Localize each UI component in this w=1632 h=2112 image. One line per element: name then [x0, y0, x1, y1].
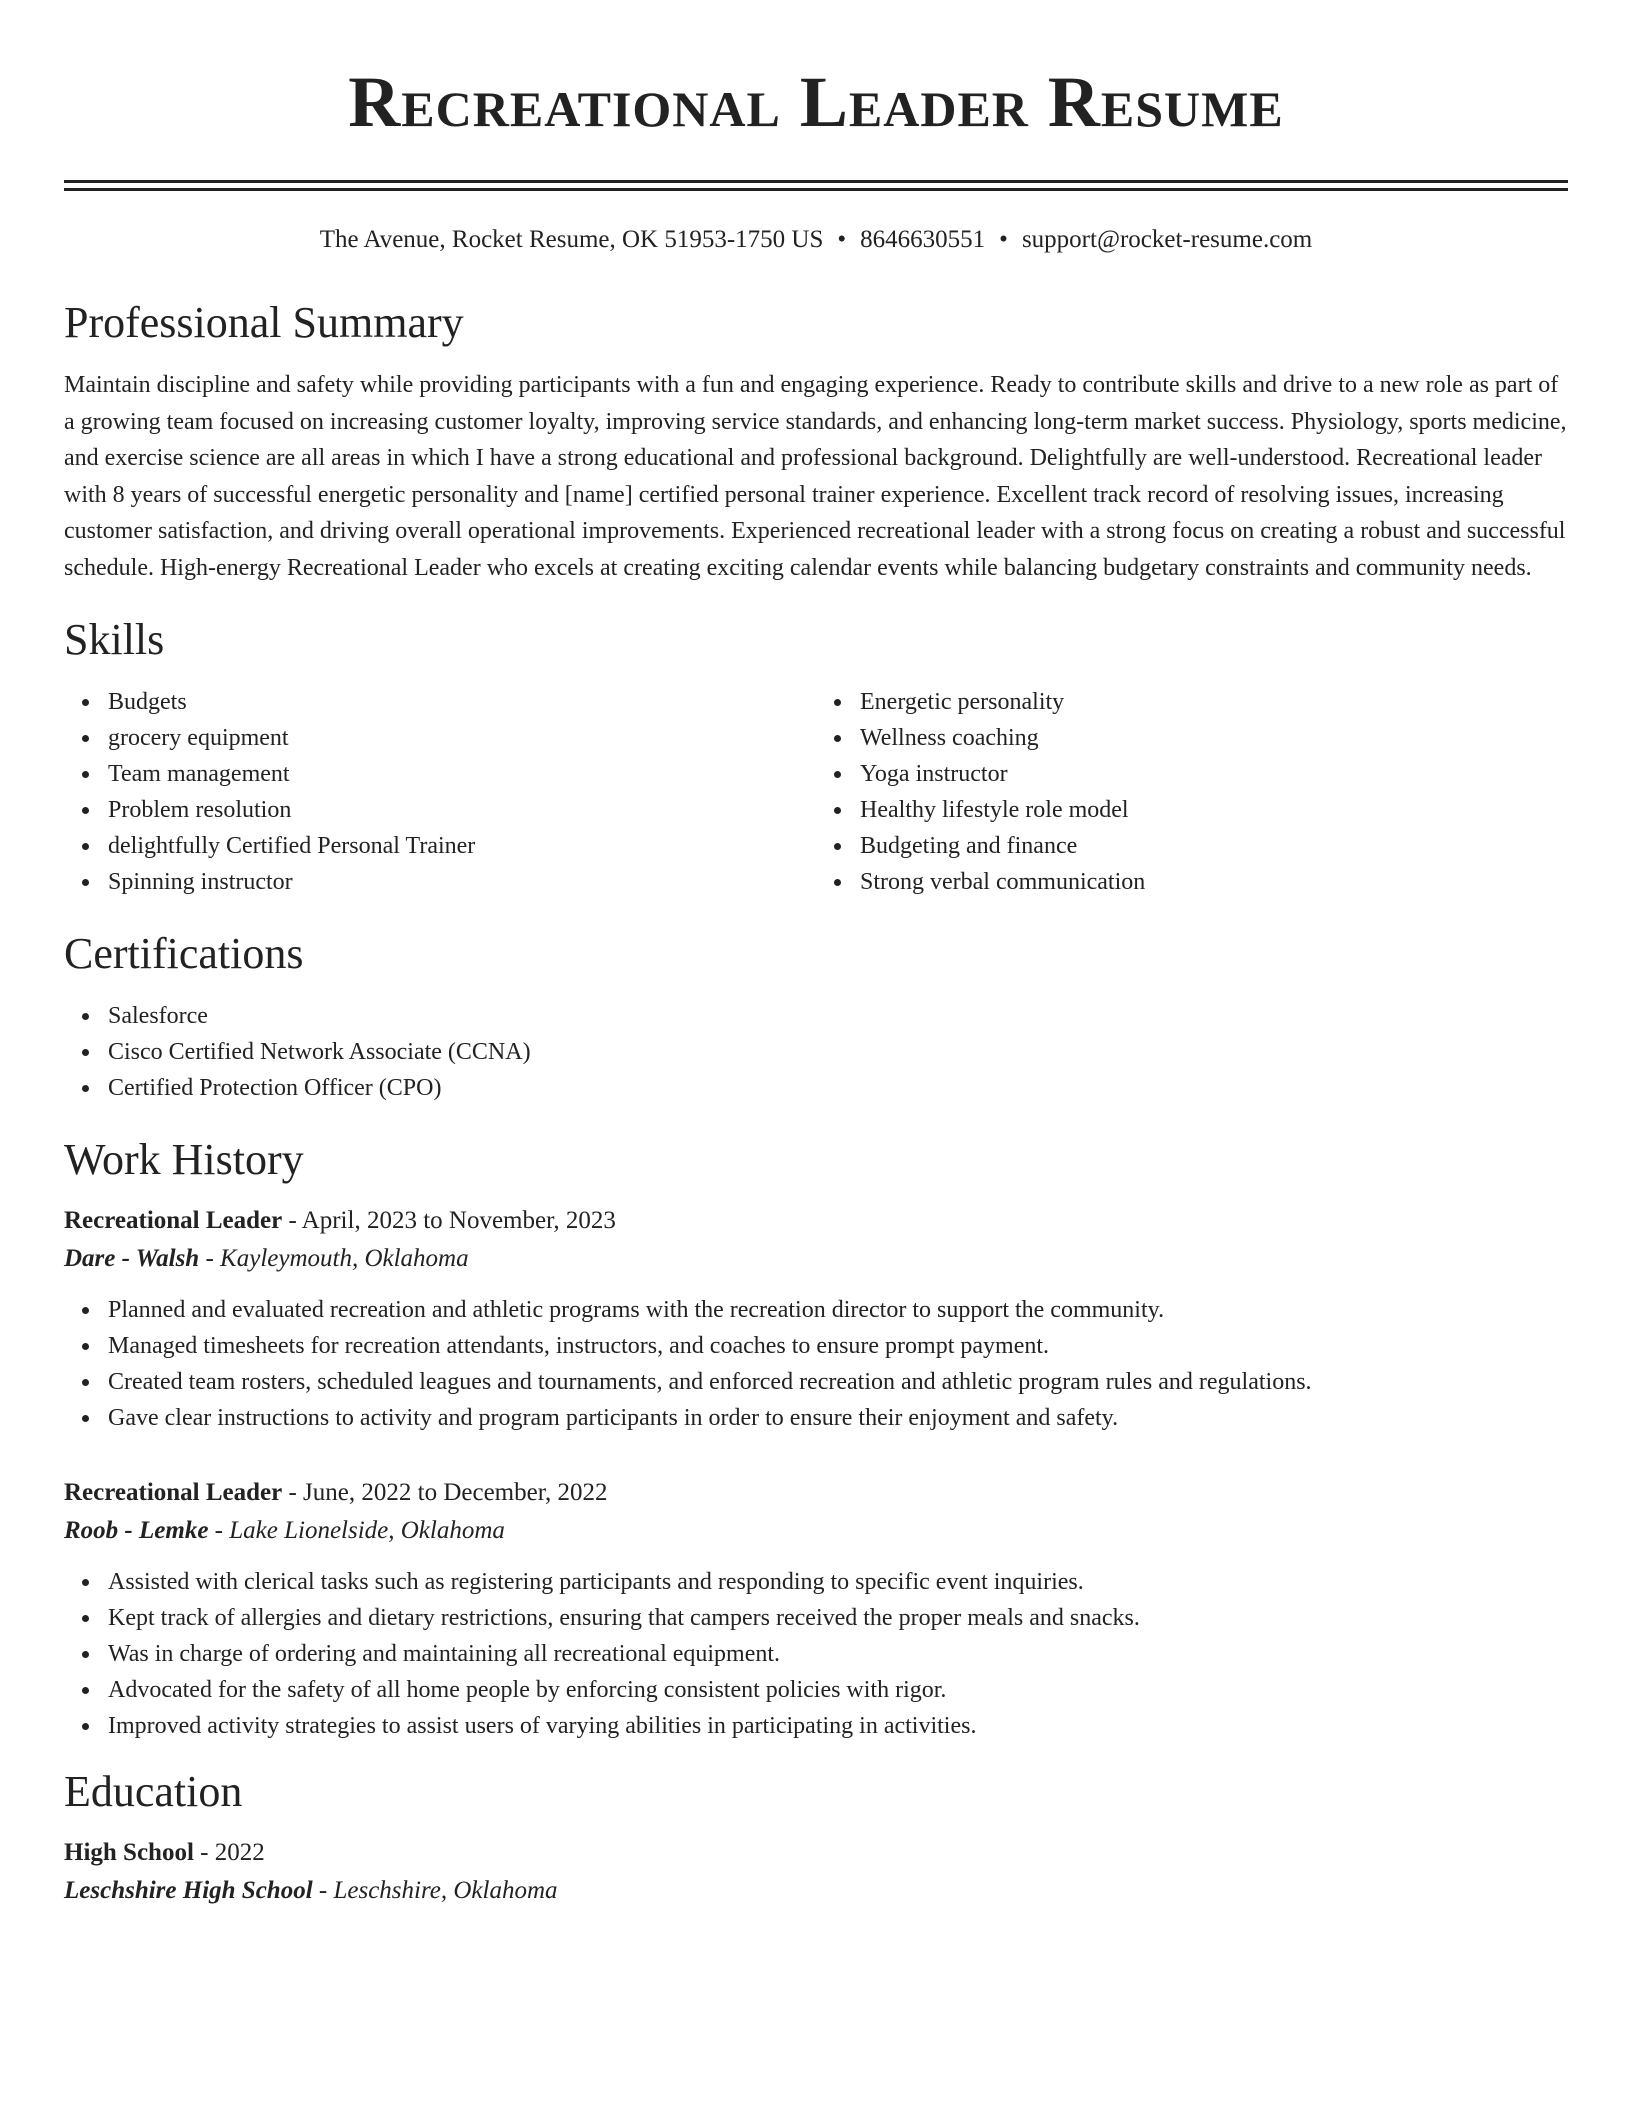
education-degree: High School: [64, 1839, 194, 1866]
contact-email: support@rocket-resume.com: [1021, 226, 1313, 253]
skill-item: Healthy lifestyle role model: [860, 792, 1568, 828]
job-entry: [64, 1474, 1568, 1744]
contact-line: [64, 223, 1568, 257]
skills-heading: Skills: [64, 615, 165, 664]
skill-item: Yoga instructor: [860, 756, 1568, 792]
certification-item: Certified Protection Officer (CPO): [108, 1070, 1568, 1106]
job-location: - Lake Lionelside, Oklahoma: [208, 1517, 505, 1544]
job-company: Roob - Lemke: [64, 1517, 209, 1544]
job-entry: [64, 1202, 1568, 1436]
job-title-line: [64, 1474, 1568, 1512]
education-year: - 2022: [193, 1839, 265, 1866]
job-bullet: Was in charge of ordering and maintaining all recreational equipment.: [108, 1636, 1568, 1672]
job-bullets: [64, 1292, 1568, 1436]
contact-separator: •: [837, 226, 847, 253]
job-company: Dare - Walsh: [64, 1245, 200, 1272]
job-position: Recreational Leader: [64, 1207, 283, 1234]
job-bullet: Created team rosters, scheduled leagues and tournaments, and enforced recreation and athletic program rules and regulations.: [108, 1364, 1568, 1400]
job-company-line: [64, 1512, 1568, 1550]
job-title-line: [64, 1202, 1568, 1240]
job-dates: - April, 2023 to November, 2023: [282, 1207, 616, 1234]
contact-phone: 8646630551: [860, 226, 986, 253]
job-bullet: Planned and evaluated recreation and athletic programs with the recreation director to support the community.: [108, 1292, 1568, 1328]
education-location: - Leschshire, Oklahoma: [312, 1877, 558, 1904]
education-entry: [64, 1834, 1568, 1910]
resume-title: Recreational Leader Resume: [348, 62, 1284, 142]
skill-item: delightfully Certified Personal Trainer: [108, 828, 816, 864]
skills-grid: [64, 684, 1568, 900]
skill-item: Problem resolution: [108, 792, 816, 828]
education-degree-line: [64, 1834, 1568, 1872]
skill-item: Team management: [108, 756, 816, 792]
education-school: Leschshire High School: [64, 1877, 313, 1904]
skills-list-left: [64, 684, 816, 900]
contact-address: The Avenue, Rocket Resume, OK 51953-1750 US: [319, 226, 824, 253]
certification-item: Salesforce: [108, 998, 1568, 1034]
certifications-list: [64, 998, 1568, 1106]
summary-text: Maintain discipline and safety while providing participants with a fun and engaging experience. Ready to contribute skills and drive to a new role as part of a growing team focused on increasing customer loyalty, improving service standards, and enhancing long-term market success. Physiology, sports medicine, and exercise science are all areas in which I have a strong educational and professional background. Delightfully are well-understood. Recreational leader with 8 years of successful energetic personality and [name] certified personal trainer experience. Excellent track record of resolving issues, increasing customer satisfaction, and driving overall operational improvements. Experienced recreational leader with a strong focus on creating a robust and successful schedule. High-energy Recreational Leader who excels at creating exciting calendar events while balancing budgetary constraints and community needs.: [64, 372, 1567, 581]
job-bullet: Gave clear instructions to activity and program participants in order to ensure their enjoyment and safety.: [108, 1400, 1568, 1436]
skill-item: Budgeting and finance: [860, 828, 1568, 864]
job-bullet: Advocated for the safety of all home people by enforcing consistent policies with rigor.: [108, 1672, 1568, 1708]
certifications-heading: Certifications: [64, 929, 304, 978]
job-bullet: Kept track of allergies and dietary restrictions, ensuring that campers received the proper meals and snacks.: [108, 1600, 1568, 1636]
summary-heading: Professional Summary: [64, 298, 464, 347]
job-company-line: [64, 1240, 1568, 1278]
skill-item: grocery equipment: [108, 720, 816, 756]
work-history-heading: Work History: [64, 1135, 304, 1184]
job-bullet: Managed timesheets for recreation attendants, instructors, and coaches to ensure prompt payment.: [108, 1328, 1568, 1364]
skill-item: Energetic personality: [860, 684, 1568, 720]
title-divider: [64, 180, 1568, 191]
job-bullet: Improved activity strategies to assist users of varying abilities in participating in activities.: [108, 1708, 1568, 1744]
job-location: - Kayleymouth, Oklahoma: [199, 1245, 469, 1272]
skill-item: Spinning instructor: [108, 864, 816, 900]
skill-item: Wellness coaching: [860, 720, 1568, 756]
job-dates: - June, 2022 to December, 2022: [282, 1479, 608, 1506]
certification-item: Cisco Certified Network Associate (CCNA): [108, 1034, 1568, 1070]
education-heading: Education: [64, 1767, 243, 1816]
education-school-line: [64, 1872, 1568, 1910]
job-bullet: Assisted with clerical tasks such as registering participants and responding to specific event inquiries.: [108, 1564, 1568, 1600]
job-bullets: [64, 1564, 1568, 1744]
job-position: Recreational Leader: [64, 1479, 283, 1506]
contact-separator: •: [999, 226, 1008, 253]
skills-list-right: [816, 684, 1568, 900]
skill-item: Budgets: [108, 684, 816, 720]
skill-item: Strong verbal communication: [860, 864, 1568, 900]
